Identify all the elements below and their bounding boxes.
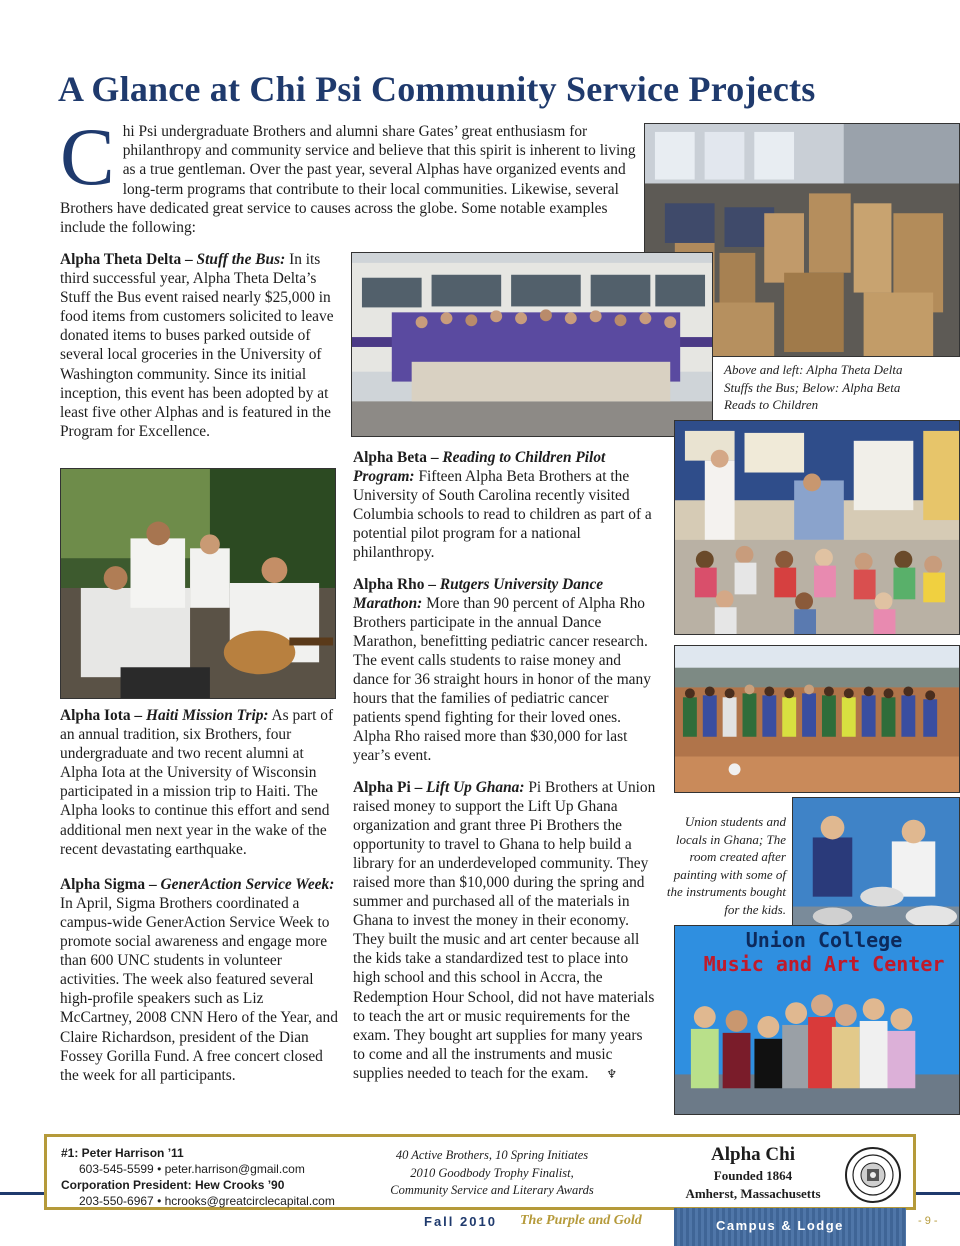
left-column-lower [60,706,338,1099]
footer-section-title: Campus & Lodge [716,1218,844,1233]
article-body: More than 90 percent of Alpha Rho Brothers participate in the annual Dance Marathon, benefitting pediatric cancer research. The event calls students to raise money and dance for 36 straight hours in honor of the many hours that the families of pediatric cancer patients spend fighting for their loved ones. Alpha Rho raised more than $30,000 for last year’s event. [353,594,651,765]
middle-column [353,448,657,1098]
footer-magazine-title: The Purple and Gold [520,1213,642,1228]
article-theta-delta [60,250,338,441]
chapter-name: Alpha Pi – [353,778,423,796]
article-body: In its third successful year, Alpha Theta Delta’s Stuff the Bus event raised nearly $25,000 in food items from customers solicited to leave donated items to buses parked outside of several local groceries in the University of Washington community. Since its initial inception, this event has been adopted by at least five other Alphas and is featured in the Program for Excellence. [60,251,334,440]
page-title: A Glance at Chi Psi Community Service Projects [58,69,816,109]
chapter-stats [377,1147,607,1200]
article-title: GenerAction Service Week: [160,875,335,893]
photo-music-center [674,925,960,1115]
chapter-name: Alpha Iota – [60,707,143,724]
end-mark-icon: ♆ [606,1066,618,1081]
photo-classroom [674,420,960,635]
divider-right [916,1192,960,1195]
contact-2-label: Corporation President: Hew Crooks ’90 [61,1178,285,1192]
article-rho [353,575,657,766]
chapter-founded: Founded 1864 [713,1168,793,1183]
page-number: - 9 - [918,1215,938,1227]
chapter-name: Alpha Sigma – [60,875,157,893]
article-beta [353,448,657,563]
chapter-name: Alpha Beta – [353,449,439,466]
contact-2-phone: 203-550-6967 [79,1194,154,1208]
chapter-name-title: Alpha Chi [711,1144,795,1165]
article-body: In April, Sigma Brothers coordinated a campus-wide GenerAction Service Week to promote social awareness and engage more than 600 UNC students in volunteer activities. The week also featured several high-profile speakers such as Liz McCartney, 2008 CNN Hero of the Year, and Claire Richardson, president of the Dian Fossey Gorilla Fund. A free concert closed the week for all participants. [60,894,338,1084]
article-pi [353,778,657,1085]
article-sigma [60,875,338,1085]
article-iota [60,706,338,859]
article-body: Pi Brothers at Union raised money to support the Lift Up Ghana organization and grant three Pi Brothers the opportunity to travel to Ghana to help build a library for an underdeveloped community. They raised more than $10,000 during the spring and summer and purchased all of the materials in Ghana to invest the money in their economy. They built the music and art center because all the kids take a standardized test to place into high school and this school in Accra, the Redemption Hour School, did not have materials to teach the art or music requirements for the exam. They bought art supplies for many years to come and all the instruments and music supplies needed to teach for the exam. [353,778,656,1082]
contact-1-label: #1: Peter Harrison ’11 [61,1146,184,1160]
college-seal-icon [845,1147,901,1203]
contact-1-phone: 603-545-5599 [79,1162,154,1176]
photo-ghana-soccer [674,645,960,793]
article-title: Haiti Mission Trip: [145,707,269,724]
drop-cap: C [60,111,115,202]
chapter-name: Alpha Rho – [353,575,436,593]
caption-ghana: Union students and locals in Ghana; The room created after painting with some of the instruments bought for the kids. [666,814,786,917]
chapter-identity [663,1143,843,1203]
photo-bus-group [351,252,713,437]
article-title: Lift Up Ghana: [426,778,525,796]
article-title: Rutgers University Dance Marathon: [353,575,604,612]
intro-paragraph [60,111,640,237]
left-column [60,250,338,455]
music-center-sign-line2: Music and Art Center [703,952,945,976]
article-title: Reading to Children Pilot Program: [353,449,606,486]
music-center-sign-line1: Union College [745,928,903,952]
chapter-contacts: #1: Peter Harrison ’11 603-545-5599 • peter.harrison@gmail.com Corporation President: Hew Crooks ’90 203-550-6967 • hcrooks@greatcirclecapital.com [61,1146,335,1208]
chapter-info-box [44,1134,916,1210]
contact-1-email[interactable]: peter.harrison@gmail.com [164,1162,305,1176]
contact-2-email[interactable]: hcrooks@greatcirclecapital.com [164,1194,335,1208]
caption-top: Above and left: Alpha Theta Delta Stuffs the Bus; Below: Alpha Beta Reads to Children [724,362,903,412]
photo-haiti-guitar [60,468,336,699]
footer-season: Fall 2010 [424,1214,497,1229]
stats-line-2: 2010 Goodbody Trophy Finalist, [410,1165,574,1180]
music-center-sign [699,928,949,976]
article-title: Stuff the Bus: [196,251,286,268]
stats-line-1: 40 Active Brothers, 10 Spring Initiates [395,1148,589,1162]
intro-text: hi Psi undergraduate Brothers and alumni share Gates’ great enthusiasm for philanthropy and community service and believe that this spirit is inherent to living as a true gentleman. Over the past year, several Alphas have organized events and long-term programs that contribute to their local communities. Likewise, several Brothers have dedicated great service to causes across the globe. Some notable examples include the following: [60,123,636,237]
article-body: As part of an annual tradition, six Brothers, four undergraduate and two recent alumni at Alpha Iota at the University of Wisconsin participated in a mission trip to Haiti. The Alpha looks to continue this effort and send additional men next year in the wake of the recent devastating earthquake. [60,707,334,858]
stats-line-3: Community Service and Literary Awards [390,1183,594,1197]
article-body: Fifteen Alpha Beta Brothers at the University of South Carolina recently visited Columbia schools to read to children as part of a potential pilot program for a national philanthropy. [353,468,652,562]
divider-left [0,1192,44,1195]
chapter-location: Amherst, Massachusetts [685,1186,821,1201]
chapter-name: Alpha Theta Delta – [60,251,193,268]
